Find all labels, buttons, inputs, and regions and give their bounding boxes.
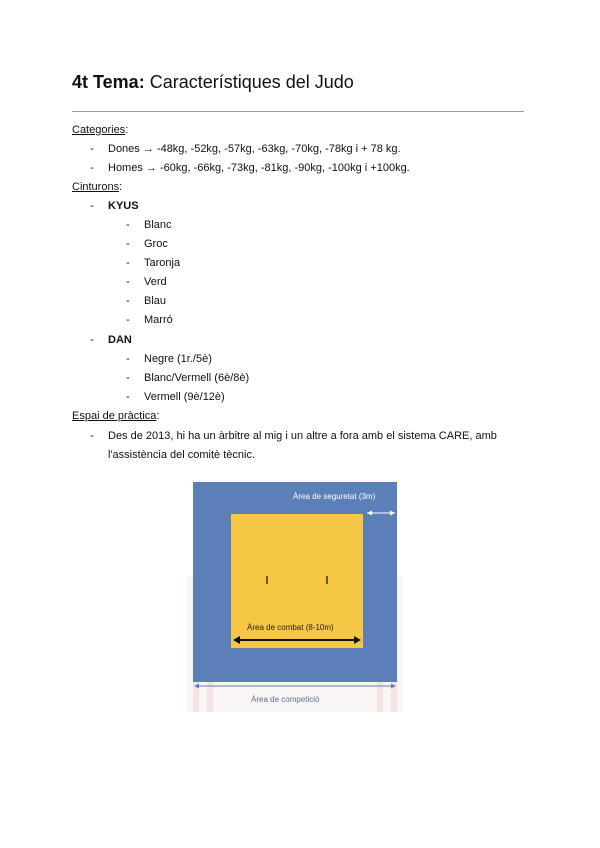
bullet-dash: - xyxy=(126,238,130,250)
title-text: Característiques del Judo xyxy=(144,72,354,92)
bullet-dash: - xyxy=(90,334,94,346)
belts-colon: : xyxy=(119,181,123,193)
bullet-dash: - xyxy=(90,200,94,212)
category-women: Dones → -48kg, -52kg, -57kg, -63kg, -70kg, -78kg i + 78 kg. xyxy=(108,143,401,155)
bullet-dash: - xyxy=(126,257,130,269)
categories-heading-line xyxy=(72,123,128,137)
kyu-item: Marró xyxy=(144,314,173,326)
competition-area-diagram xyxy=(187,480,403,712)
page-title xyxy=(72,72,354,93)
belts-heading-line xyxy=(72,180,122,194)
bullet-dash: - xyxy=(126,295,130,307)
bullet-dash: - xyxy=(126,276,130,288)
dan-item: Vermell (9è/12è) xyxy=(144,391,225,403)
dan-label: DAN xyxy=(108,334,132,346)
competition-area-label: Àrea de competició xyxy=(251,695,320,704)
safety-area-label: Àrea de seguretat (3m) xyxy=(293,492,376,501)
kyus-label: KYUS xyxy=(108,200,139,212)
kyu-item: Blanc xyxy=(144,219,172,231)
dan-item: Blanc/Vermell (6è/8è) xyxy=(144,372,250,384)
category-men: Homes → -60kg, -66kg, -73kg, -81kg, -90kg, -100kg i +100kg. xyxy=(108,162,410,174)
bullet-dash: - xyxy=(90,430,94,442)
kyu-item: Groc xyxy=(144,238,168,250)
categories-colon: : xyxy=(125,124,129,136)
bullet-dash: - xyxy=(126,372,130,384)
practice-text-line1: Des de 2013, hi ha un àrbitre al mig i un altre a fora amb el sistema CARE, amb xyxy=(108,430,497,442)
practice-text-line2: l'assistència del comitè tècnic. xyxy=(108,449,255,461)
kyu-item: Verd xyxy=(144,276,167,288)
dan-item: Negre (1r./5è) xyxy=(144,353,212,365)
title-divider xyxy=(72,111,524,112)
combat-area-label: Àrea de combat (8-10m) xyxy=(247,623,334,632)
bullet-dash: - xyxy=(126,353,130,365)
bullet-dash: - xyxy=(126,219,130,231)
bullet-dash: - xyxy=(126,314,130,326)
categories-heading: Categories xyxy=(72,124,126,136)
title-prefix: 4t Tema: xyxy=(72,72,145,92)
bullet-dash: - xyxy=(90,143,94,155)
bullet-dash: - xyxy=(126,391,130,403)
belts-heading: Cinturons xyxy=(72,181,120,193)
kyu-item: Taronja xyxy=(144,257,181,269)
practice-heading-line xyxy=(72,409,159,423)
practice-colon: : xyxy=(156,410,160,422)
kyu-item: Blau xyxy=(144,295,167,307)
practice-heading: Espai de pràctica xyxy=(72,410,157,422)
bullet-dash: - xyxy=(90,162,94,174)
